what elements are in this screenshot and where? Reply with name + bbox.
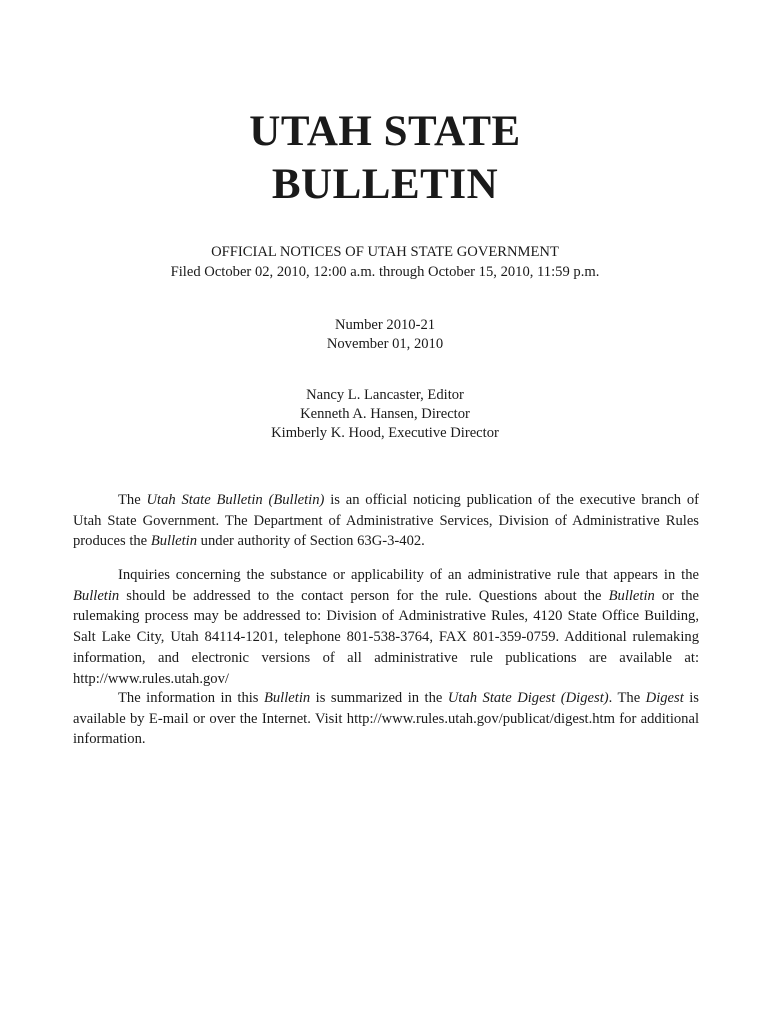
director-credit: Kenneth A. Hansen, Director [300,406,470,422]
issue-date: November 01, 2010 [326,336,444,352]
inquiries-paragraph: Inquiries concerning the substance or applicability of an administrative rule that appears in the Bulletin should be addressed to the contact person for the rule. Questions about the Bulletin or the rulemaking process may be addressed to: Division of Administrative Rules, 4120 State Office Building, Salt Lake City, Utah 84114-1201, telephone 801-538-3764, FAX 801-359-0759. Additional rulemaking information, and electronic versions of all administrative rule publications are available at: http://www.rules.utah.gov/ [73,567,699,687]
title-line-1: UTAH STATE [249,108,521,155]
editor-credit: Nancy L. Lancaster, Editor [306,387,464,403]
digest-paragraph: The information in this Bulletin is summarized in the Utah State Digest (Digest). The Digest is available by E-mail or over the Internet. Visit http://www.rules.utah.gov/publicat/digest.htm for additional information. [73,690,699,748]
filing-period: Filed October 02, 2010, 12:00 a.m. through October 15, 2010, 11:59 p.m. [170,264,600,280]
title-line-2: BULLETIN [271,161,499,208]
issue-number: Number 2010-21 [334,317,436,333]
executive-director-credit: Kimberly K. Hood, Executive Director [271,425,499,441]
subtitle: OFFICIAL NOTICES OF UTAH STATE GOVERNMENT [211,244,559,260]
intro-paragraph: The Utah State Bulletin (Bulletin) is an official noticing publication of the executive branch of Utah State Government. The Department of Administrative Services, Division of Administrative Rules produces the Bulletin under authority of Section 63G-3-402. [73,492,699,550]
